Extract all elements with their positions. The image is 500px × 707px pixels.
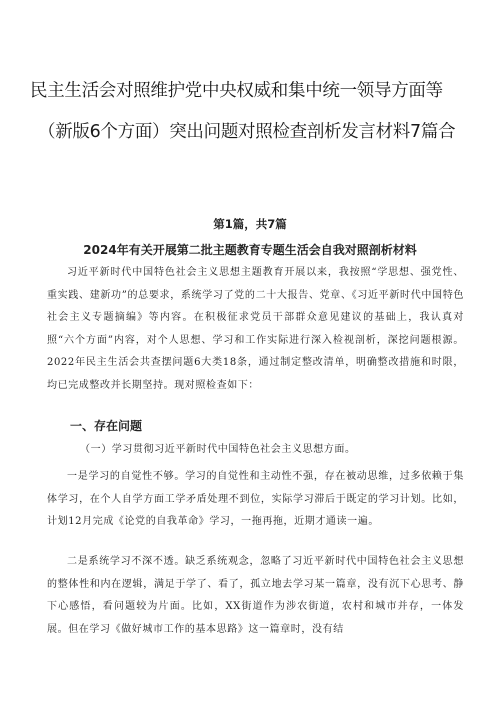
document-title-line-1: 民主生活会对照维护党中央权威和集中统一领导方面等 bbox=[30, 81, 443, 101]
body-paragraph-second: 二是系统学习不深不透。缺乏系统观念，忽略了习近平新时代中国特色社会主义思想的整体性和内在逻辑，满足于学了、看了，孤立地去学习某一篇章，没有沉下心思考、静下心感悟，看问题较为片面。比如，XX街道作为涉农街道，农村和城市并存，一体发展。但在学习《做好城市工作的基本思路》这一篇章时，没有结 bbox=[47, 556, 464, 635]
article-subtitle: 2024年有关开展第二批主题教育专题生活会自我对照剖析材料 bbox=[83, 243, 417, 257]
body-paragraph-first: 一是学习的自觉性不够。学习的自觉性和主动性不强，存在被动思维，过多依赖于集体学习，在个人自学方面工学矛盾处理不到位，实际学习滞后于既定的学习计划。比如，计划12月完成《论党的自我革命》学习，一拖再拖，近期才通读一遍。 bbox=[47, 471, 464, 527]
sub-item-heading: （一）学习贯彻习近平新时代中国特色社会主义思想方面。 bbox=[80, 444, 356, 455]
section-heading: 一、存在问题 bbox=[70, 419, 143, 433]
part-label: 第1篇，共7篇 bbox=[213, 217, 287, 231]
intro-paragraph: 习近平新时代中国特色社会主义思想主题教育开展以来，我按照“学思想、强党性、重实践、建新功”的总要求，系统学习了党的二十大报告、党章、《习近平新时代中国特色社会主义专题摘编》等内容。在积极征求党员干部群众意见建议的基础上，我认真对照“六个方面”内容，对个人思想、学习和工作实际进行深入检视剖析，深挖问题根源。2022年民主生活会共查摆问题6大类18条，通过制定整改清单，明确整改措施和时限，均已完成整改并长期坚持。现对照检查如下： bbox=[47, 267, 464, 391]
document-title-line-2: （新版6个方面）突出问题对照检查剖析发言材料7篇合 bbox=[38, 122, 456, 142]
